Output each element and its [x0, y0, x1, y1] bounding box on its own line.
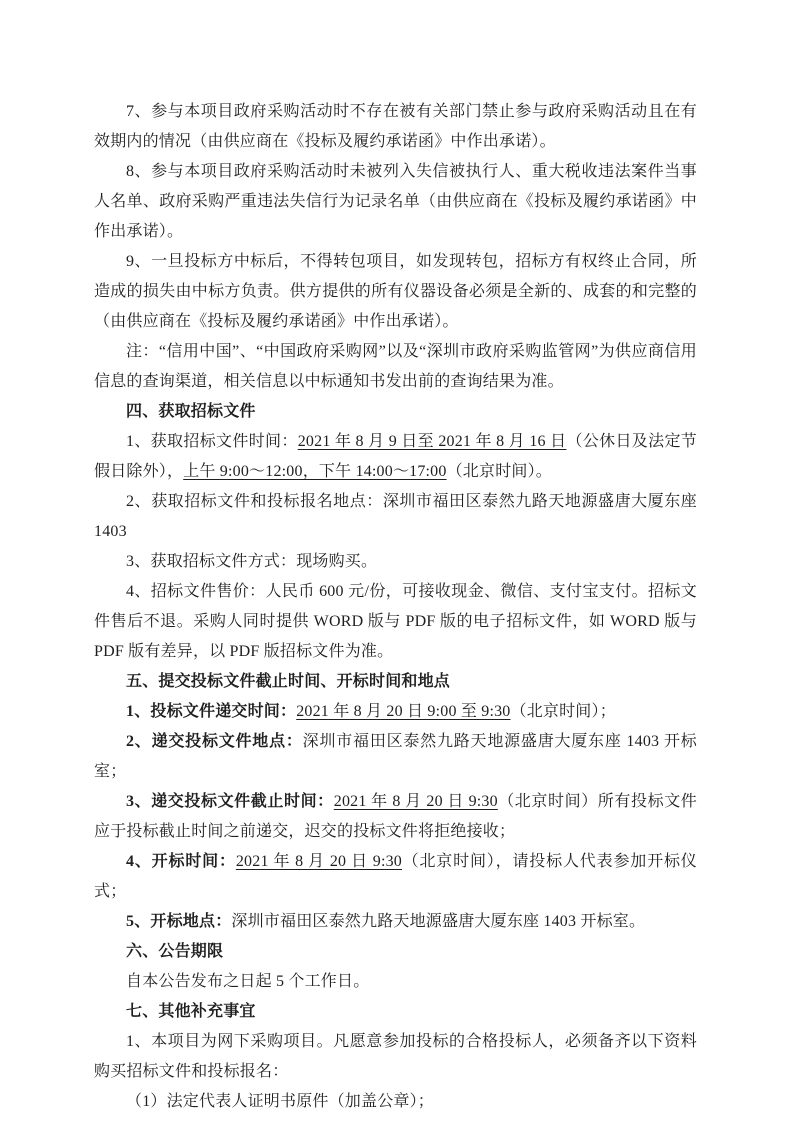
text-run: 七、其他补充事宜 [126, 1003, 256, 1020]
text-run: 9、一旦投标方中标后，不得转包项目，如发现转包，招标方有权终止合同，所造成的损失由中标方负责。供方提供的所有仪器设备必须是全新的、成套的和完整的（由供应商在《投标及履约承诺函》中作出承诺）。 [94, 253, 697, 330]
underlined-date-text: 2021 年 8 月 20 日 9:00 至 9:30 [296, 703, 511, 720]
text-run: 六、公告期限 [126, 943, 224, 960]
paragraph [94, 727, 697, 787]
text-run: （北京时间）所有投标文件应于投标截止时间之前递交，迟交的投标文件将拒绝接收； [94, 793, 697, 840]
paragraph [94, 157, 697, 247]
paragraph [94, 97, 697, 157]
section-heading [94, 937, 697, 967]
text-run: 8、参与本项目政府采购活动时未被列入失信被执行人、重大税收违法案件当事人名单、政府采购严重违法失信行为记录名单（由供应商在《投标及履约承诺函》中作出承诺）。 [94, 163, 697, 240]
paragraph [94, 577, 697, 667]
paragraph [94, 847, 697, 907]
text-run: 四、获取招标文件 [126, 403, 256, 420]
bold-item-label: 3、递交投标文件截止时间： [126, 793, 334, 810]
text-run: （北京时间）。 [446, 463, 552, 480]
text-run: 7、参与本项目政府采购活动时不存在被有关部门禁止参与政府采购活动且在有效期内的情况（由供应商在《投标及履约承诺函》中作出承诺）。 [94, 103, 697, 150]
paragraph [94, 427, 697, 487]
text-run: （北京时间）； [510, 703, 616, 720]
text-run: （北京时间），请投标人代表参加开标仪式； [94, 853, 697, 900]
text-run: 2、获取招标文件和投标报名地点：深圳市福田区泰然九路天地源盛唐大厦东座 1403 [94, 493, 697, 540]
paragraph [94, 967, 697, 997]
text-run: 自本公告发布之日起 5 个工作日。 [126, 973, 370, 990]
text-run: 3、获取招标文件方式：现场购买。 [126, 553, 378, 570]
paragraph [94, 787, 697, 847]
underlined-date-text: 2021 年 8 月 20 日 9:30 [235, 853, 402, 870]
paragraph [94, 697, 697, 727]
section-heading [94, 397, 697, 427]
text-run: 深圳市福田区泰然九路天地源盛唐大厦东座 1403 开标室； [94, 733, 697, 780]
text-run: （1）法定代表人证明书原件（加盖公章）； [126, 1093, 435, 1110]
paragraph [94, 1087, 697, 1117]
paragraph [94, 547, 697, 577]
text-run: （公休日及法定节假日除外）， [94, 433, 698, 480]
section-heading [94, 667, 697, 697]
text-run: 深圳市福田区泰然九路天地源盛唐大厦东座 1403 开标室。 [231, 913, 646, 930]
paragraph [94, 247, 697, 337]
bold-item-label: 5、开标地点： [126, 913, 232, 930]
paragraph [94, 1027, 697, 1087]
underlined-date-text: 上午 9:00～12:00，下午 14:00～17:00 [183, 463, 447, 480]
underlined-date-text: 2021 年 8 月 20 日 9:30 [333, 793, 498, 810]
paragraph [94, 907, 697, 937]
section-heading [94, 997, 697, 1027]
bold-item-label: 4、开标时间： [126, 853, 236, 870]
text-run: 注：“信用中国”、“中国政府采购网”以及“深圳市政府采购监管网”为供应商信用信息的查询渠道，相关信息以中标通知书发出前的查询结果为准。 [94, 343, 697, 390]
text-run: 1、本项目为网下采购项目。凡愿意参加投标的合格投标人，必须备齐以下资料购买招标文件和投标报名： [94, 1033, 697, 1080]
underlined-date-text: 2021 年 8 月 9 日至 2021 年 8 月 16 日 [297, 433, 567, 450]
paragraph [94, 337, 697, 397]
document-content [94, 97, 697, 1117]
bold-item-label: 2、递交投标文件地点： [126, 733, 303, 750]
text-run: 4、招标文件售价：人民币 600 元/份，可接收现金、微信、支付宝支付。招标文件售后不退。采购人同时提供 WORD 版与 PDF 版的电子招标文件，如 WORD 版与 PDF 版有差异，以 PDF 版招标文件为准。 [94, 583, 697, 660]
paragraph [94, 487, 697, 547]
text-run: 1、获取招标文件时间： [126, 433, 298, 450]
text-run: 五、提交投标文件截止时间、开标时间和地点 [126, 673, 451, 690]
bold-item-label: 1、投标文件递交时间： [126, 703, 297, 720]
